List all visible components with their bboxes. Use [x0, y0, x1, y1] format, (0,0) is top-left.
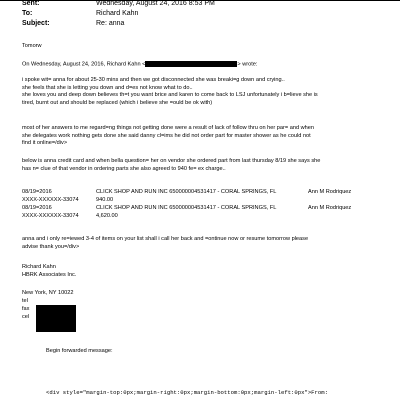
signature-name: Richard Kahn — [22, 264, 56, 270]
phone-redaction — [36, 305, 76, 332]
transaction-1-date: 08/19=2016 — [22, 189, 52, 195]
paragraph-line: advise thank you=/div> — [22, 243, 80, 250]
signature-fax-label: fax — [22, 306, 30, 312]
paragraph-line: below is anna credit card and when bella question= her on vendor she ordered part from last thursday 8/19 she says she — [22, 158, 321, 164]
signature-block — [22, 264, 76, 279]
paragraph-3 — [22, 158, 320, 173]
transaction-2-date: 08/19=2016 — [22, 205, 52, 211]
paragraph-line: she delegates work nothing gets done she said danny cl=ims he did not order part for master shower as he could not — [22, 132, 311, 139]
opening-line: Tomorw — [22, 43, 42, 49]
email-redaction — [145, 61, 237, 67]
sent-label: Sent: — [22, 0, 40, 7]
signature-company: HBRK Associates Inc. — [22, 271, 77, 278]
quote-suffix: > wrote: — [237, 61, 258, 68]
quote-prefix: On Wednesday, August 24, 2016, Richard Kahn < — [22, 61, 146, 68]
transaction-1-amount: 940.00 — [96, 197, 114, 203]
transaction-2-card: XXXX-XXXXXX-33074 — [22, 213, 79, 219]
to-value: Richard Kahn — [96, 10, 139, 17]
paragraph-2 — [22, 125, 314, 148]
paragraph-line: she feels that she is letting you down and d=es not know what to do.. — [22, 84, 193, 91]
to-label: To: — [22, 10, 33, 17]
quote-header — [22, 61, 257, 69]
sent-value: Wednesday, August 24, 2016 8:53 PM — [96, 0, 215, 7]
paragraph-1 — [22, 77, 318, 107]
paragraph-line: she loves you and deep down believes th=t you want brice and karen to come back to LSJ unfortunately i b=lieve she is — [22, 92, 318, 99]
subject-value: Re: anna — [96, 20, 125, 27]
paragraph-line: anna and i only re=iewed 3-4 of items on your list shall i call her back and =ontinue now or resume tomorrow please — [22, 236, 309, 242]
signature-address: New York, NY 10022 — [22, 290, 74, 296]
signature-cell-label: cel — [22, 314, 30, 320]
paragraph-line: find it online=/div> — [22, 140, 68, 147]
forwarded-line: Begin forwarded message: — [46, 348, 113, 354]
paragraph-line: tired, burnt out and should be replaced (which i believe she =ould be ok with) — [22, 99, 213, 106]
subject-label: Subject: — [22, 20, 50, 27]
paragraph-line: has n= clue of that vendor in ordering parts she also agreed to 940 fe= ex charge.. — [22, 165, 226, 172]
transaction-1-merchant: CLICK SHOP AND RUN INC 650000004531417 - CORAL SPRINGS, FL — [96, 189, 277, 195]
paragraph-line: i spoke wit= anna for about 25-30 mins and then we got disconnected she was breaki=g down and crying.. — [22, 77, 285, 83]
paragraph-line: most of her answers to me regard=ng things not getting done were a result of lack of follow thru on her par= and when — [22, 125, 314, 131]
transaction-2-amount: 4,620.00 — [96, 213, 118, 219]
transaction-1-holder: Ann M Rodriquez — [308, 189, 352, 195]
transaction-1-card: XXXX-XXXXXX-33074 — [22, 197, 79, 203]
signature-tel-label: tel — [22, 298, 28, 304]
transaction-2-merchant: CLICK SHOP AND RUN INC 650000004531417 - CORAL SPRINGS, FL — [96, 205, 277, 211]
transaction-2-holder: Ann M Rodriquez — [308, 205, 352, 211]
paragraph-4 — [22, 236, 308, 251]
html-tail-line: <div style="margin-top:0px;margin-right:0px;margin-bottom:0px;margin-left:0px">From: — [46, 389, 328, 396]
